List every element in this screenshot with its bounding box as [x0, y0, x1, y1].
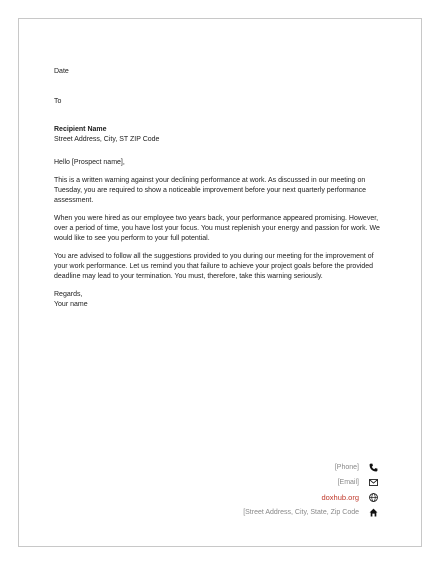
paragraph: You are advised to follow all the suggestions provided to you during our meeting for the improvement of your work performance. Let us remind you that failure to achieve your project goals before the provided deadline may lead to your termination. You must, therefore, take this warning seriously. [54, 253, 374, 280]
phone-icon [365, 463, 381, 472]
signature: Your name [54, 301, 88, 308]
address-text: [Street Address, City, State, Zip Code [243, 509, 359, 516]
website-link[interactable]: doxhub.org [321, 493, 359, 502]
website-row [161, 490, 381, 505]
recipient-address: Street Address, City, ST ZIP Code [54, 136, 160, 143]
greeting: Hello [Prospect name], [54, 159, 125, 166]
closing: Regards, [54, 291, 83, 298]
letter-body [54, 67, 388, 310]
recipient-name: Recipient Name [54, 126, 107, 133]
phone-row [161, 460, 381, 475]
globe-icon [365, 493, 381, 502]
email-text: [Email] [337, 479, 359, 486]
paragraph: When you were hired as our employee two years back, your performance appeared promising. However, over a period of time, you have lost your focus. You must replenish your energy and passion for work. We would like to see you perform to your full potential. [54, 215, 380, 242]
email-row [161, 475, 381, 490]
contact-footer [161, 460, 381, 520]
address-row [161, 505, 381, 520]
paragraph: This is a written warning against your declining performance at work. As discussed in our meeting on Tuesday, you are required to show a noticeable improvement before your next quarterly performance assessment. [54, 177, 367, 204]
to-line: To [54, 98, 62, 105]
letter-page [18, 18, 422, 547]
home-icon [365, 508, 381, 517]
date-line: Date [54, 68, 69, 75]
envelope-icon [365, 479, 381, 486]
phone-text: [Phone] [334, 464, 359, 471]
